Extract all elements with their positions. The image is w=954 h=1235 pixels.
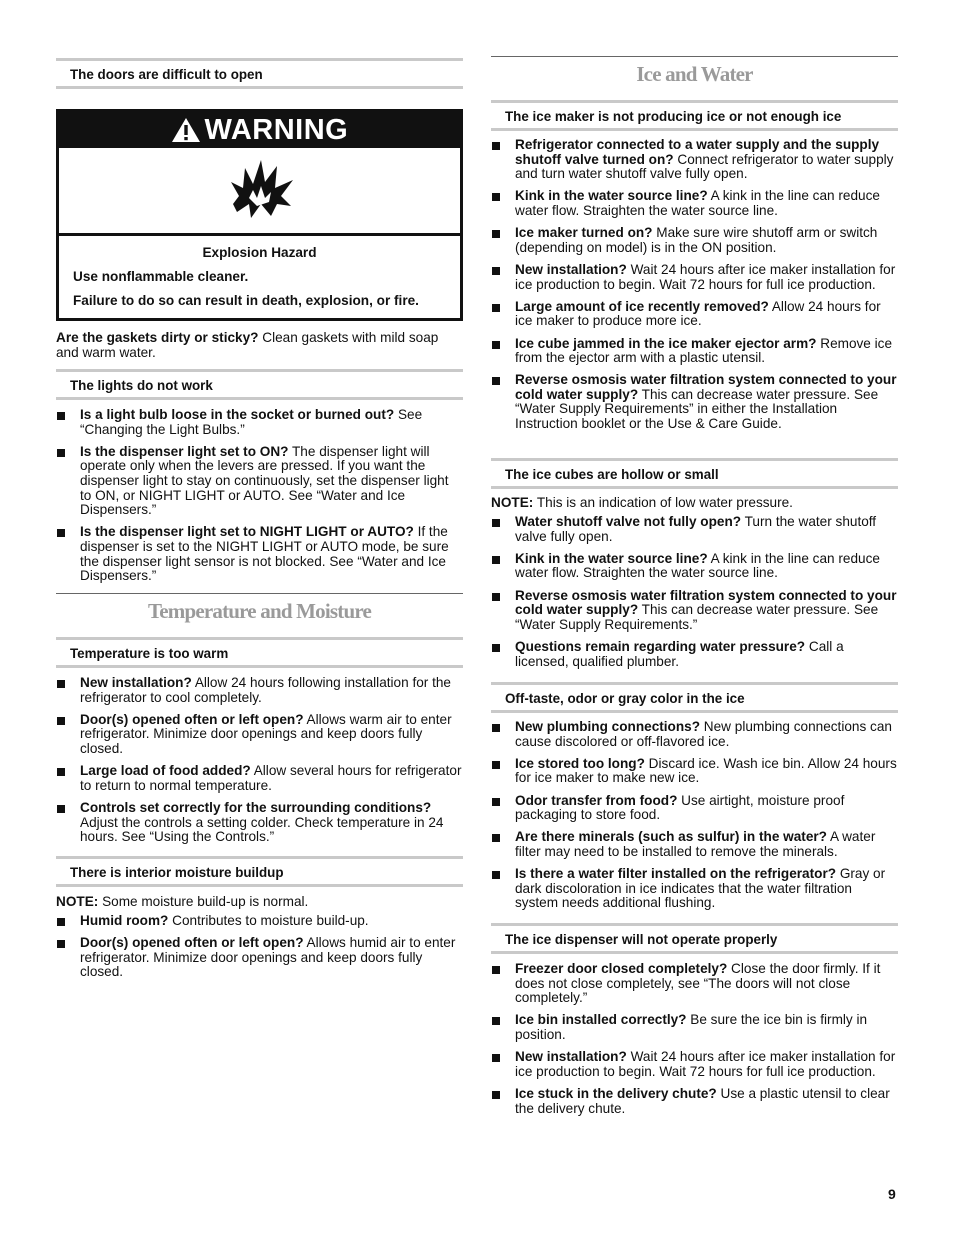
- item-answer: This can decrease water pressure. See “Water Supply Requirements” in either the Installation Instruction booklet or the Use & Care Guide.: [515, 386, 879, 432]
- list-item: [56, 713, 463, 757]
- topic-heading: The ice maker is not producing ice or not enough ice: [505, 109, 842, 124]
- list-item: [491, 263, 898, 292]
- lights-list: [56, 408, 463, 591]
- warning-bar: [59, 112, 460, 148]
- note-label: NOTE:: [56, 894, 99, 909]
- item-question: Large amount of ice recently removed?: [515, 298, 769, 314]
- list-item: [491, 552, 898, 581]
- bullet-square-icon: [57, 918, 65, 926]
- list-item: [491, 226, 898, 255]
- gaskets-question: Are the gaskets dirty or sticky?: [56, 330, 259, 345]
- topic-heading: Temperature is too warm: [70, 646, 229, 661]
- item-question: Large load of food added?: [80, 763, 251, 779]
- bullet-square-icon: [492, 519, 500, 527]
- item-question: Ice bin installed correctly?: [515, 1012, 687, 1028]
- item-question: Controls set correctly for the surrounding conditions?: [80, 799, 432, 815]
- bullet-square-icon: [492, 556, 500, 564]
- item-question: New installation?: [515, 261, 627, 277]
- item-answer: Close the door firmly. If it does not close completely, see “The doors will not close completely.”: [515, 961, 881, 1006]
- item-answer: Turn the water shutoff valve fully open.: [515, 514, 877, 544]
- hazard-title: Explosion Hazard: [202, 245, 317, 260]
- item-answer: See “Changing the Light Bulbs.”: [80, 407, 423, 437]
- off-taste-list: [491, 720, 898, 919]
- list-item: [491, 962, 898, 1006]
- item-answer: Use a plastic utensil to clear the delivery chute.: [515, 1085, 890, 1116]
- item-question: Water shutoff valve not fully open?: [515, 514, 742, 529]
- topic-ice-dispenser: [491, 923, 898, 954]
- item-answer: Wait 24 hours after ice maker installation for ice production to begin. Wait 72 hours for full ice production.: [515, 261, 896, 292]
- list-item: [491, 720, 898, 749]
- list-item: [491, 640, 898, 669]
- bullet-square-icon: [492, 798, 500, 806]
- list-item: [491, 189, 898, 218]
- item-answer: Connect refrigerator to water supply and turn water shutoff valve fully open.: [515, 151, 894, 182]
- item-question: Ice maker turned on?: [515, 225, 653, 241]
- item-answer: A water filter may need to be installed to remove the minerals.: [515, 829, 876, 859]
- item-question: Reverse osmosis water filtration system connected to your cold water supply?: [515, 587, 897, 618]
- bullet-square-icon: [492, 341, 500, 349]
- list-item: [56, 408, 463, 437]
- item-question: Kink in the water source line?: [515, 188, 708, 204]
- item-question: Kink in the water source line?: [515, 550, 708, 566]
- bullet-square-icon: [492, 1017, 500, 1025]
- item-answer: Allow 24 hours following installation for the refrigerator to cool completely.: [80, 675, 451, 705]
- list-item: [56, 525, 463, 583]
- bullet-square-icon: [492, 230, 500, 238]
- item-answer: Make sure wire shutoff arm or switch (depending on model) is in the ON position.: [515, 225, 878, 255]
- item-answer: Allows humid air to enter refrigerator. Minimize door openings and keep doors fully closed.: [80, 935, 456, 980]
- warning-box: [56, 109, 463, 321]
- topic-temperature-warm: [56, 637, 463, 668]
- bullet-square-icon: [57, 680, 65, 688]
- note-text: This is an indication of low water pressure.: [533, 495, 793, 510]
- gaskets-answer: Clean gaskets with mild soap and warm water.: [56, 330, 439, 360]
- topic-doors-difficult: [56, 58, 463, 89]
- bullet-square-icon: [492, 834, 500, 842]
- item-question: New plumbing connections?: [515, 719, 701, 734]
- item-question: Odor transfer from food?: [515, 792, 678, 808]
- note-text: Some moisture build-up is normal.: [98, 894, 309, 909]
- bullet-square-icon: [492, 644, 500, 652]
- explosion-icon: [227, 158, 297, 224]
- hazard-instruction: Use nonflammable cleaner.: [73, 269, 249, 284]
- bullet-square-icon: [492, 304, 500, 312]
- topic-heading: Off-taste, odor or gray color in the ice: [505, 691, 745, 706]
- list-item: [491, 337, 898, 366]
- item-question: Door(s) opened often or left open?: [80, 935, 304, 951]
- bullet-square-icon: [57, 717, 65, 725]
- list-item: [491, 867, 898, 911]
- item-question: Questions remain regarding water pressure?: [515, 638, 806, 654]
- topic-heading: There is interior moisture buildup: [70, 865, 284, 880]
- item-question: Is there a water filter installed on the refrigerator?: [515, 866, 837, 882]
- list-item: [491, 1013, 898, 1042]
- list-item: [491, 373, 898, 431]
- bullet-square-icon: [492, 871, 500, 879]
- item-answer: Use airtight, moisture proof packaging to store food.: [515, 792, 845, 823]
- list-item: [491, 589, 898, 633]
- topic-lights: [56, 369, 463, 400]
- bullet-square-icon: [492, 761, 500, 769]
- item-question: Door(s) opened often or left open?: [80, 711, 304, 727]
- item-answer: Remove ice from the ejector arm with a plastic utensil.: [515, 335, 893, 366]
- bullet-square-icon: [492, 593, 500, 601]
- list-item: [491, 138, 898, 182]
- list-item: [491, 1087, 898, 1116]
- item-answer: This can decrease water pressure. See “Water Supply Requirements.”: [515, 602, 879, 632]
- item-answer: Discard ice. Wash ice bin. Allow 24 hours for ice maker to make new ice.: [515, 755, 897, 786]
- bullet-square-icon: [492, 1091, 500, 1099]
- item-question: Refrigerator connected to a water supply and the supply shutoff valve turned on?: [515, 137, 880, 167]
- list-item: [56, 936, 463, 980]
- list-item: [56, 764, 463, 793]
- list-item: [56, 801, 463, 845]
- item-answer: Be sure the ice bin is firmly in position.: [515, 1012, 868, 1042]
- bullet-square-icon: [57, 412, 65, 420]
- bullet-square-icon: [492, 267, 500, 275]
- section-temperature-moisture: [56, 593, 463, 623]
- item-answer: New plumbing connections can cause discolored or off-flavored ice.: [515, 719, 892, 749]
- list-item: [491, 794, 898, 823]
- item-answer: Wait 24 hours after ice maker installation for ice production to begin. Wait 72 hours for full ice production.: [515, 1049, 896, 1079]
- warm-list: [56, 676, 463, 852]
- bullet-square-icon: [57, 940, 65, 948]
- section-title: Ice and Water: [636, 62, 753, 86]
- section-title: Temperature and Moisture: [147, 599, 372, 623]
- gaskets-paragraph: [56, 331, 463, 360]
- bullet-square-icon: [57, 529, 65, 537]
- bullet-square-icon: [492, 377, 500, 385]
- topic-hollow-cubes: [491, 458, 898, 489]
- item-answer: Allow several hours for refrigerator to return to normal temperature.: [80, 763, 462, 793]
- topic-ice-maker-not-producing: [491, 100, 898, 131]
- item-answer: A kink in the line can reduce water flow. Straighten the water source line.: [515, 550, 880, 581]
- bullet-square-icon: [492, 724, 500, 732]
- list-item: [491, 757, 898, 786]
- bullet-square-icon: [57, 449, 65, 457]
- bullet-square-icon: [492, 142, 500, 150]
- topic-off-taste: [491, 682, 898, 713]
- list-item: [56, 445, 463, 518]
- topic-moisture-buildup: [56, 856, 463, 887]
- topic-heading: The ice cubes are hollow or small: [505, 467, 719, 482]
- topic-heading: The lights do not work: [70, 378, 213, 393]
- list-item: [56, 676, 463, 705]
- item-question: Are there minerals (such as sulfur) in the water?: [515, 829, 827, 845]
- warning-triangle-icon: [171, 117, 201, 143]
- warning-pictogram: [59, 148, 460, 236]
- note-label: NOTE:: [491, 495, 534, 510]
- hazard-consequence: Failure to do so can result in death, explosion, or fire.: [73, 293, 419, 308]
- item-question: Humid room?: [80, 913, 169, 928]
- item-question: Ice stored too long?: [515, 755, 645, 771]
- item-question: Is the dispenser light set to NIGHT LIGHT or AUTO?: [80, 524, 414, 540]
- dispenser-list: [491, 962, 898, 1124]
- bullet-square-icon: [492, 1054, 500, 1062]
- item-answer: Allows warm air to enter refrigerator. Minimize door openings and keep doors fully closed.: [80, 711, 452, 756]
- bullet-square-icon: [57, 805, 65, 813]
- item-question: Ice cube jammed in the ice maker ejector arm?: [515, 335, 817, 351]
- page-number: 9: [888, 1186, 896, 1202]
- item-answer: Call a licensed, qualified plumber.: [515, 638, 844, 669]
- list-item: [491, 515, 898, 544]
- item-answer: Allow 24 hours for ice maker to produce more ice.: [515, 298, 881, 329]
- hollow-list: [491, 515, 898, 677]
- list-item: [491, 300, 898, 329]
- moisture-note: [56, 895, 463, 910]
- item-question: Is the dispenser light set to ON?: [80, 443, 289, 459]
- bullet-square-icon: [492, 966, 500, 974]
- item-answer: Gray or dark discoloration in ice indicates that the water filtration system needs additional flushing.: [515, 866, 886, 911]
- topic-heading: The ice dispenser will not operate properly: [505, 932, 778, 947]
- moisture-list: [56, 914, 463, 988]
- list-item: [56, 914, 463, 929]
- item-question: Is a light bulb loose in the socket or burned out?: [80, 407, 395, 422]
- item-question: New installation?: [80, 675, 192, 690]
- list-item: [491, 830, 898, 859]
- item-question: New installation?: [515, 1049, 627, 1065]
- item-answer: If the dispenser is set to the NIGHT LIGHT or AUTO mode, be sure the dispenser light sensor is not blocked. See “Water and Ice Dispensers.”: [80, 524, 449, 584]
- item-answer: Adjust the controls a setting colder. Check temperature in 24 hours. See “Using the Controls.”: [80, 814, 444, 845]
- item-question: Ice stuck in the delivery chute?: [515, 1085, 717, 1101]
- item-answer: The dispenser light will operate only when the levers are pressed. If you want the dispenser light to stay on continuously, set the dispenser light to ON, or NIGHT LIGHT or AUTO. See “Water and Ice Dispensers.”: [80, 443, 449, 518]
- list-item: [491, 1050, 898, 1079]
- no-ice-list: [491, 138, 898, 439]
- item-question: Freezer door closed completely?: [515, 961, 728, 976]
- hollow-note: [491, 496, 898, 511]
- bullet-square-icon: [492, 193, 500, 201]
- bullet-square-icon: [57, 768, 65, 776]
- item-answer: Contributes to moisture build-up.: [168, 913, 369, 928]
- item-answer: A kink in the line can reduce water flow. Straighten the water source line.: [515, 188, 880, 218]
- topic-heading: The doors are difficult to open: [70, 67, 263, 82]
- section-ice-water: [491, 56, 898, 86]
- warning-title: WARNING: [204, 114, 349, 146]
- item-question: Reverse osmosis water filtration system connected to your cold water supply?: [515, 372, 897, 402]
